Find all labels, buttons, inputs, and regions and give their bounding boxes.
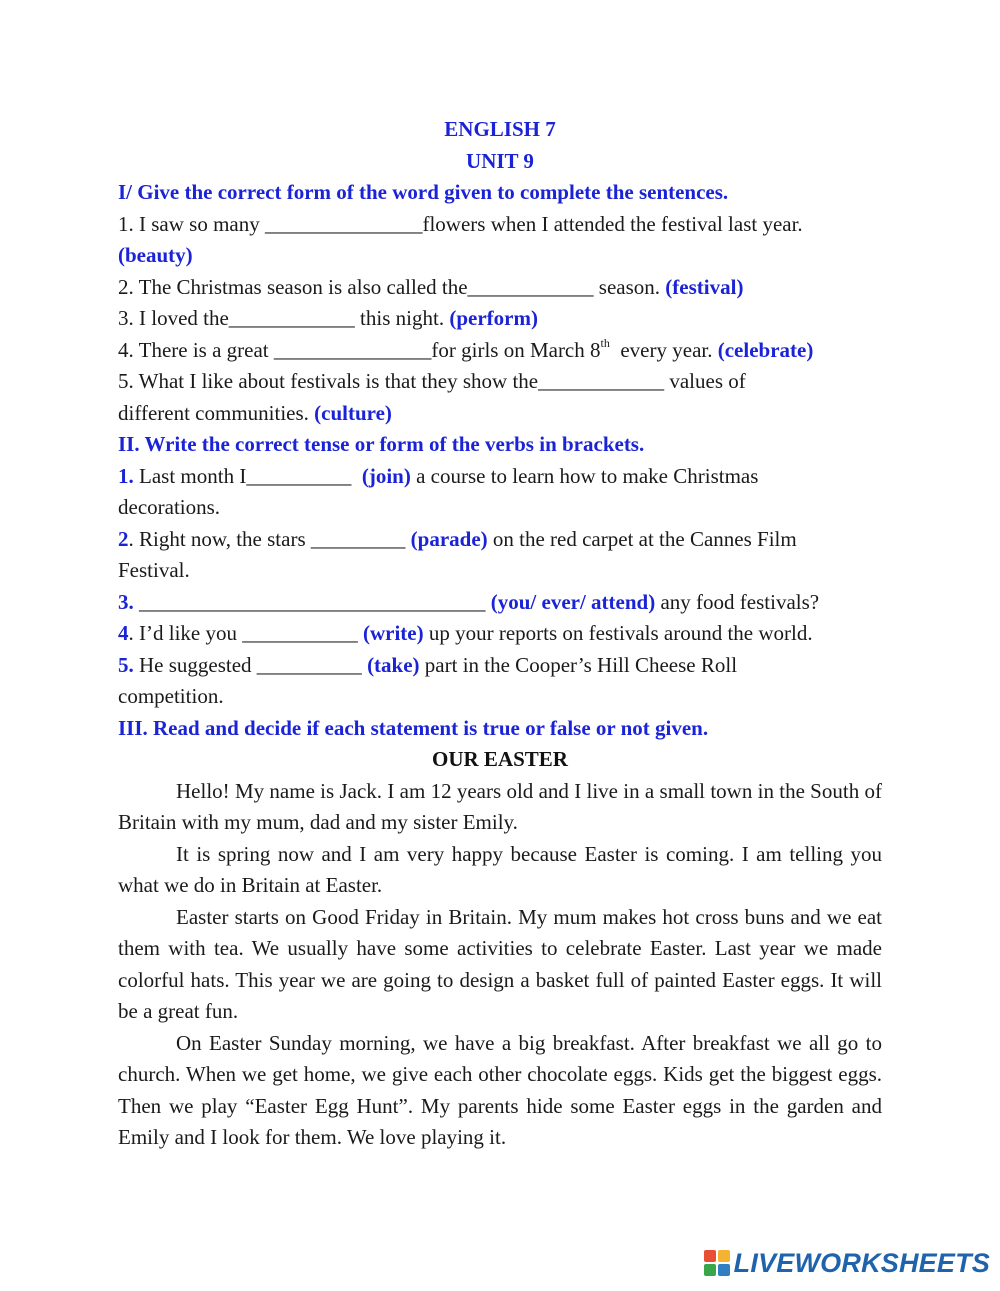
section1-item-5: 5. What I like about festivals is that they show the____________ values of	[118, 369, 746, 393]
section2-item-1-cont: decorations.	[118, 495, 221, 519]
section2-item-5: 5. He suggested __________ (take) part in the Cooper’s Hill Cheese Roll	[118, 652, 738, 677]
section1-item-3: 3. I loved the____________ this night. (perform)	[118, 306, 538, 330]
section3-heading: III. Read and decide if each statement is true or false or not given.	[118, 715, 709, 740]
section2-item-1: 1. Last month I__________ (join) a course to learn how to make Christmas	[118, 463, 759, 488]
section2-heading: II. Write the correct tense or form of the verbs in brackets.	[118, 432, 645, 456]
section1-item-2: 2. The Christmas season is also called the____________ season. (festival)	[118, 274, 744, 299]
section1-item-1-hint: (beauty)	[118, 243, 193, 267]
passage-title: OUR EASTER	[432, 747, 568, 771]
passage-paragraph-3: Easter starts on Good Friday in Britain. My mum makes hot cross buns and we eat them with tea. We usually have some activities to celebrate Easter. Last year we made colorful hats. This year we are going to design a basket full of painted Easter eggs. It will be a great fun.	[118, 904, 882, 1023]
section1-heading: I/ Give the correct form of the word given to complete the sentences.	[118, 180, 729, 204]
section1-item-1: 1. I saw so many _______________flowers when I attended the festival last year.	[118, 211, 803, 236]
section1-item-4: 4. There is a great _______________for girls on March 8th every year. (celebrate)	[118, 335, 814, 362]
liveworksheets-logo-icon	[704, 1250, 730, 1276]
section2-item-2-cont: Festival.	[118, 558, 190, 582]
passage-paragraph-4: On Easter Sunday morning, we have a big breakfast. After breakfast we all go to church. When we get home, we give each other chocolate eggs. Kids get the biggest eggs. Then we play “Easter Egg Hunt”. My parents hide some Easter eggs in the garden and Emily and I look for them. We love playing it.	[118, 1030, 882, 1149]
liveworksheets-logo[interactable]	[704, 1247, 990, 1279]
section2-item-5-cont: competition.	[118, 684, 224, 708]
section2-item-3: 3. _________________________________ (you/ ever/ attend) any food festivals?	[118, 589, 820, 614]
worksheet-page	[118, 114, 882, 1154]
passage-paragraph-1: Hello! My name is Jack. I am 12 years old and I live in a small town in the South of Britain with my mum, dad and my sister Emily.	[118, 778, 882, 834]
section2-item-2: 2. Right now, the stars _________ (parade) on the red carpet at the Cannes Film	[118, 526, 797, 551]
section2-item-4: 4. I’d like you ___________ (write) up your reports on festivals around the world.	[118, 621, 813, 645]
passage-paragraph-2: It is spring now and I am very happy because Easter is coming. I am telling you what we do in Britain at Easter.	[118, 841, 882, 897]
subject-title: ENGLISH 7	[444, 117, 556, 141]
unit-title: UNIT 9	[466, 148, 534, 173]
section1-item-5-cont: different communities. (culture)	[118, 400, 392, 425]
liveworksheets-logo-text: LIVEWORKSHEETS	[733, 1247, 990, 1278]
